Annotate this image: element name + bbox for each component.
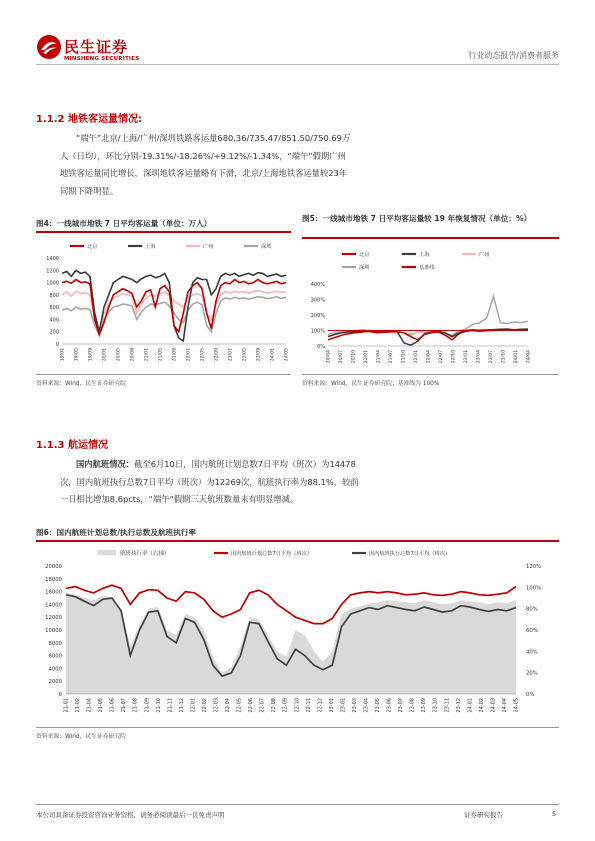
fig4-ytick: 400: [49, 317, 59, 324]
subway-line-2: 人（日均），环比分别-19.31%/-18.26%/+9.12%/-1.34%，“端午”假期广州: [60, 150, 346, 161]
fig6-xtick: 21-10: [155, 698, 162, 713]
fig6-ytick: 12000: [45, 615, 62, 622]
footer-divider: [36, 804, 559, 805]
fig6-xtick: 23-06: [386, 698, 393, 713]
aviation-line-2: 次，国内航班执行总数7日平均（班次）为12269次，航班执行率为88.1%，较前: [60, 476, 359, 487]
fig6-xtick: 24-04: [501, 698, 508, 713]
fig6-ytick: 18000: [45, 576, 62, 583]
fig4-xtick: 20/09: [130, 348, 136, 362]
fig4-xtick: 19/05: [74, 348, 80, 362]
fig4-xtick: 22/09: [214, 348, 220, 362]
fig4-series-line: [62, 270, 286, 341]
fig4-legend-1-label: 上海: [145, 244, 156, 250]
fig5-bottom-rule: [302, 374, 559, 375]
fig5-xtick: 21/01: [364, 350, 369, 364]
fig4-xtick: 23/05: [242, 348, 248, 362]
fig4-xtick: 24/01: [270, 348, 276, 362]
fig5-xtick: 24/04: [526, 350, 532, 364]
fig6-title-rule: [36, 540, 559, 542]
fig6-xtick: 23-08: [409, 698, 416, 713]
fig6-xtick: 23-10: [432, 698, 439, 713]
fig6-xtick: 22-05: [236, 698, 243, 713]
fig5-ytick: 400%: [310, 282, 325, 288]
fig6-y2tick: 100%: [526, 585, 542, 592]
company-logo: [36, 34, 62, 60]
fig6-xtick: 24-02: [478, 698, 485, 713]
fig6-xtick: 22-02: [201, 698, 208, 713]
fig6-xtick: 21-05: [98, 698, 105, 713]
fig6-legend-1-label: 国内航班计划总数7日平均（班次）: [231, 551, 313, 557]
fig4-xtick: 20/01: [102, 348, 108, 362]
fig5-xtick: 20/07: [339, 350, 344, 364]
fig4-bottom-rule: [36, 374, 291, 375]
fig6-rate-area: [66, 593, 516, 694]
fig6-y2tick: 80%: [526, 606, 538, 613]
fig6-ytick: 4000: [48, 666, 62, 673]
fig4-source: 资料来源：Wind，民生证券研究院: [36, 381, 126, 387]
fig4-legend-2-label: 广州: [203, 244, 214, 250]
fig6-xtick: 21-02: [75, 698, 82, 713]
fig6-xtick: 23-04: [363, 698, 370, 713]
logo-text-cn: 民生证券: [64, 38, 129, 56]
fig5-xtick: 24/01: [514, 350, 519, 364]
section-title-aviation: 1.1.3 航运情况: [36, 440, 108, 451]
fig6-xtick: 23-01: [328, 698, 335, 713]
fig6-source: 资料来源：Wind，民生证券研究院: [36, 734, 126, 740]
fig5-legend-1-label: 上海: [419, 252, 430, 258]
fig5-ytick: 300%: [310, 297, 325, 304]
fig5-ytick: 0%: [317, 344, 325, 350]
fig4-xtick: 21/01: [144, 348, 150, 362]
fig6-xtick: 23-02: [340, 698, 347, 713]
fig6-xtick: 21-06: [109, 698, 116, 713]
fig4-chart: [36, 236, 291, 371]
fig6-xtick: 21-11: [167, 698, 174, 713]
fig5-source: 资料来源：Wind，民生证券研究院；基准线为 100%: [302, 381, 440, 387]
fig6-ytick: 6000: [48, 653, 62, 660]
fig6-xtick: 22-09: [282, 698, 289, 713]
fig5-legend-3-label: 深圳: [359, 265, 370, 271]
fig6-legend-2-label: 国内航班执行总数7日平均（班次）: [369, 551, 451, 557]
fig5-xtick: 22/04: [426, 350, 432, 364]
logo-emblem-icon: [36, 34, 62, 60]
subway-line-4: 同期下降明显。: [60, 185, 119, 196]
subway-paragraph: [60, 130, 480, 200]
fig5-chart: [302, 242, 559, 371]
fig5-ytick: 100%: [310, 328, 325, 335]
footer-report-type: 证券研究报告: [464, 811, 503, 819]
fig6-ytick: 20000: [45, 564, 62, 570]
fig5-xtick: 22/01: [414, 350, 419, 364]
fig6-xtick: 22-10: [294, 698, 301, 713]
fig5-xtick: 21/04: [376, 350, 382, 364]
fig6-xtick: 23-07: [398, 698, 405, 713]
fig6-legend-0-swatch: [98, 550, 116, 555]
fig5-xtick: 20/10: [351, 350, 357, 364]
fig6-ytick: 8000: [48, 640, 62, 647]
fig6-ytick: 0: [58, 692, 62, 698]
aviation-line-3: 一日相比增加8.6pcts，“端午”假期三天航班数量未有明显增减。: [60, 494, 299, 504]
subway-line-3: 地铁客运量同比增长，深圳地铁客运量略有下滑，北京/上海地铁客运量较23年: [60, 168, 348, 178]
fig5-legend-0-label: 北京: [359, 252, 370, 258]
fig5-xtick: 20/04: [326, 350, 332, 364]
fig6-title: 图6：国内航班计划总数/执行总数及航班执行率: [36, 528, 196, 537]
aviation-line-1: 截至6月10日，国内航班计划总数7日平均（班次）为14478: [134, 459, 356, 469]
aviation-label: 国内航班情况：: [76, 459, 135, 469]
fig5-xtick: 22/07: [439, 350, 444, 364]
fig6-xtick: 22-04: [225, 698, 232, 713]
section-title-subway: 1.1.2 地铁客运量情况:: [36, 114, 142, 125]
fig6-xtick: 24-03: [490, 698, 497, 713]
fig4-title: 图4：一线城市地铁 7 日平均客运量（单位：万人）: [36, 219, 212, 228]
fig6-xtick: 23-05: [375, 698, 382, 713]
fig6-xtick: 22-12: [317, 698, 324, 713]
fig6-y2tick: 120%: [526, 564, 542, 570]
fig5-ytick: 200%: [310, 313, 325, 319]
fig4-ytick: 800: [49, 292, 59, 299]
fig5-title: 图5：一线城市地铁 7 日平均客运量较 19 年恢复情况（单位：%）: [302, 214, 532, 223]
fig4-xtick: 21/05: [158, 348, 164, 362]
fig6-xtick: 24-05: [513, 698, 520, 713]
fig6-xtick: 23-03: [351, 698, 358, 713]
fig4-legend-3-label: 深圳: [261, 244, 272, 250]
fig5-legend-2-label: 广州: [479, 252, 490, 258]
fig6-xtick: 22-08: [271, 698, 278, 713]
fig4-xtick: 22/05: [200, 348, 206, 362]
fig4-ytick: 1200: [46, 268, 59, 275]
fig6-xtick: 21-01: [63, 698, 70, 713]
fig6-y2tick: 60%: [526, 628, 538, 634]
fig4-xtick: 19/09: [88, 348, 94, 362]
fig4-xtick: 23/01: [228, 348, 234, 362]
fig6-y2tick: 0%: [526, 692, 535, 698]
fig4-xtick: 21/09: [172, 348, 178, 362]
fig5-xtick: 21/07: [389, 350, 394, 364]
fig4-legend-0-label: 北京: [87, 244, 98, 250]
fig6-ytick: 14000: [45, 602, 62, 609]
fig5-xtick: 23/04: [476, 350, 482, 364]
fig4-xtick: 19/01: [60, 348, 66, 362]
fig6-y2tick: 40%: [526, 649, 538, 656]
fig6-ytick: 16000: [45, 589, 62, 596]
fig6-bottom-rule: [36, 727, 559, 728]
fig6-xtick: 22-03: [213, 698, 220, 713]
fig6-xtick: 22-06: [248, 698, 255, 713]
fig5-xtick: 23/01: [464, 350, 469, 364]
footer-disclaimer: 本公司具备证券投资咨询业务资格，请务必阅读最后一页免责声明: [36, 811, 225, 819]
subway-line-1: “端午”北京/上海/广州/深圳铁路客运量680.36/735.47/851.50/750.69万: [76, 133, 351, 143]
fig4-ytick: 0: [55, 342, 59, 348]
fig6-xtick: 23-09: [421, 698, 428, 713]
fig6-xtick: 23-11: [444, 698, 451, 713]
fig6-xtick: 22-07: [259, 698, 266, 713]
fig6-xtick: 21-04: [86, 698, 93, 713]
fig5-xtick: 23/07: [489, 350, 494, 364]
logo-text-en: MINSHENG SECURITIES: [64, 56, 140, 62]
aviation-paragraph: [60, 456, 480, 509]
fig6-legend-0-label: 航班执行率（右轴）: [120, 551, 170, 557]
fig6-xtick: 24-01: [467, 698, 474, 713]
report-category: 行业动态报告/消费者服务: [468, 51, 559, 60]
fig6-y2tick: 20%: [526, 670, 538, 677]
fig6-chart: [36, 544, 559, 724]
fig6-xtick: 21-09: [144, 698, 151, 713]
fig5-legend-4-label: 基准线: [419, 265, 435, 271]
fig4-ytick: 600: [49, 305, 59, 312]
fig6-xtick: 22-11: [305, 698, 312, 713]
fig4-ytick: 200: [49, 329, 59, 336]
fig6-xtick: 23-12: [455, 698, 462, 713]
fig6-ytick: 2000: [48, 679, 62, 686]
fig6-xtick: 22-01: [190, 698, 197, 713]
fig4-ytick: 1000: [46, 280, 59, 287]
fig5-xtick: 21/10: [401, 350, 407, 364]
fig6-xtick: 21-07: [121, 698, 128, 713]
fig4-ytick: 1400: [46, 256, 59, 262]
fig5-xtick: 22/10: [451, 350, 457, 364]
fig6-xtick: 21-12: [178, 698, 185, 713]
fig5-title-rule: [302, 237, 559, 239]
header-divider: [36, 64, 559, 65]
fig4-xtick: 22/01: [186, 348, 192, 362]
footer-page-number: 5: [552, 810, 557, 818]
fig4-title-rule: [36, 231, 291, 233]
fig5-xtick: 23/10: [501, 350, 507, 364]
fig4-xtick: 24/05: [284, 348, 290, 362]
fig4-xtick: 20/05: [116, 348, 122, 362]
fig6-ytick: 10000: [45, 628, 62, 634]
fig4-xtick: 23/09: [256, 348, 262, 362]
fig6-xtick: 21-08: [132, 698, 139, 713]
